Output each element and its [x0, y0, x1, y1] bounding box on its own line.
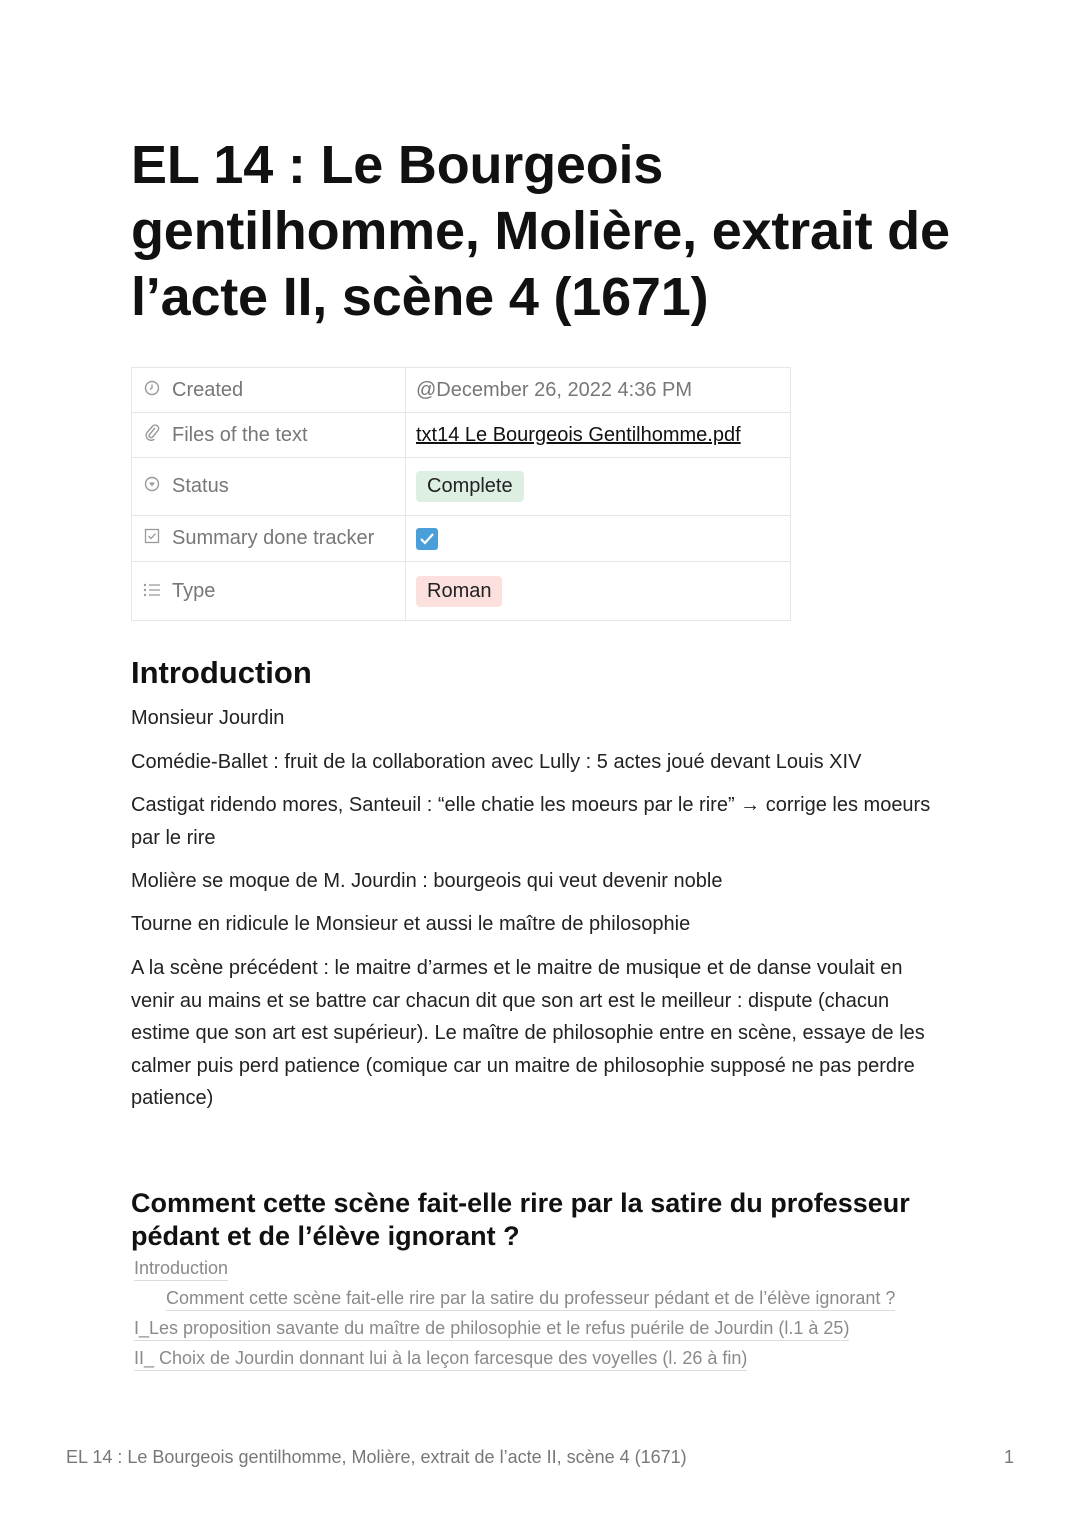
intro-paragraph: Castigat ridendo mores, Santeuil : “elle chatie les moeurs par le rire” → corrige les moeurs par le rire	[131, 794, 931, 849]
status-badge[interactable]: Complete	[416, 471, 524, 502]
file-link[interactable]: txt14 Le Bourgeois Gentilhomme.pdf	[416, 423, 741, 446]
property-label: Files of the text	[172, 424, 308, 446]
intro-paragraph: Comédie-Ballet : fruit de la collaboration avec Lully : 5 actes joué devant Louis XIV	[131, 751, 862, 773]
property-label: Status	[172, 475, 229, 497]
intro-paragraph: Monsieur Jourdin	[131, 707, 285, 729]
property-label: Type	[172, 579, 216, 602]
toc-link[interactable]: Introduction	[134, 1256, 228, 1281]
clock-icon	[142, 380, 162, 401]
toc-link[interactable]: Comment cette scène fait-elle rire par la satire du professeur pédant et de l’élève ignorant ?	[166, 1286, 895, 1311]
property-row-status	[132, 458, 791, 516]
property-label: Created	[172, 378, 244, 401]
property-name	[132, 562, 406, 621]
page-number: 1	[1004, 1447, 1015, 1467]
paperclip-icon	[142, 423, 162, 446]
intro-paragraph: A la scène précédent : le maitre d’armes et le maitre de musique et de danse voulait en venir au mains et se battre car chacun dit que son art est le meilleur : dispute (chacun estime que son art est supérieur). Le maître de philosophie entre en scène, essaye de les calmer puis perd patience (comique car un maitre de philosophie supposé ne pas perdre patience)	[131, 957, 925, 1109]
problematique-heading: Comment cette scène fait-elle rire par la satire du professeur pédant et de l’élève ignorant ?	[131, 1188, 910, 1251]
type-value	[406, 562, 791, 621]
property-row-type	[132, 562, 791, 621]
property-row-files	[132, 413, 791, 458]
files-value	[406, 413, 791, 458]
introduction-heading: Introduction	[131, 655, 312, 690]
created-value: @December 26, 2022 4:36 PM	[406, 368, 791, 413]
footer-title: EL 14 : Le Bourgeois gentilhomme, Molière, extrait de l’acte II, scène 4 (1671)	[66, 1447, 687, 1467]
type-badge[interactable]: Roman	[416, 576, 502, 607]
page-title: EL 14 : Le Bourgeois gentilhomme, Molière, extrait de l’acte II, scène 4 (1671)	[131, 135, 950, 327]
toc-link[interactable]: II_ Choix de Jourdin donnant lui à la leçon farcesque des voyelles (l. 26 à fin)	[134, 1346, 747, 1371]
property-name	[132, 413, 406, 458]
summary-value	[406, 516, 791, 562]
intro-paragraph: Tourne en ridicule le Monsieur et aussi le maître de philosophie	[131, 913, 691, 935]
property-name	[132, 458, 406, 516]
intro-paragraph: Molière se moque de M. Jourdin : bourgeois qui veut devenir noble	[131, 870, 723, 892]
property-row-summary	[132, 516, 791, 562]
list-icon	[142, 582, 162, 602]
toc-link[interactable]: I_Les proposition savante du maître de philosophie et le refus puérile de Jourdin (l.1 à 25)	[134, 1316, 849, 1341]
checkbox-icon	[142, 528, 162, 549]
properties-table	[131, 367, 791, 621]
property-name	[132, 516, 406, 562]
summary-checkbox[interactable]	[416, 528, 438, 550]
property-name	[132, 368, 406, 413]
status-value	[406, 458, 791, 516]
property-row-created	[132, 368, 791, 413]
status-icon	[142, 476, 162, 497]
property-label: Summary done tracker	[172, 527, 375, 549]
